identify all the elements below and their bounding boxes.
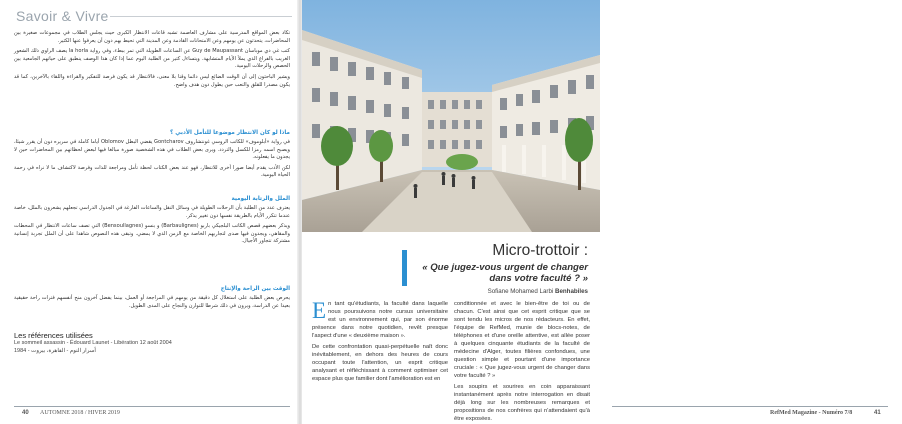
article-subtitle: « Que jugez-vous urgent de changer dans votre faculté ? »	[422, 262, 588, 284]
footer-rule	[612, 406, 888, 407]
arabic-section-2	[14, 205, 290, 246]
article-column-1	[312, 300, 448, 383]
arabic-section-3	[14, 295, 290, 310]
paragraph: n tant qu'étudiants, la faculté dans laquelle nous poursuivons notre cursus universitaire est un environnement qui, par son énorme présence dans notre quotidien, revêt presque l'aspect d'une « deuxième maison ».	[312, 301, 448, 339]
paragraph: يعترف عدد من الطلبة بأن الرحلات الطويلة في وسائل النقل والساعات الفارغة في الجدول الدراسي تجعلهم يشعرون بالملل، خاصة عندما تتكرر الأيام بالطريقة نفسها دون تغيير يذكر.	[14, 205, 290, 219]
right-page	[302, 0, 881, 424]
page-number: 41	[874, 410, 881, 416]
article-column-2	[454, 300, 590, 423]
author-last: Benhabiles	[554, 288, 588, 295]
article-title: Micro-trottoir :	[492, 242, 588, 259]
paragraph: ويذكر بعضهم قصص الكاتب البلجيكي باربو (Barbaulignes) و بنسو (Bensoullagnes) التي تصف ساعات الانتظار في المحطات والمقاهي، ويجدون فيها صدى لتجاربهم الخاصة مع الزمن الذي لا يمضي. وتبقى هذه النصوص شاهدا على أن الملل تجربة إنسانية مشتركة تتجاوز الأجيال.	[14, 223, 290, 245]
article-title-block	[422, 242, 588, 295]
left-page	[0, 0, 298, 424]
paragraph: Les soupirs et sourires en coin apparaissant instantanément après notre interrogation en disait déjà long sur les nombreuses remarques et propositions de nos confrères qui n'attendaient qu'à être exposées.	[454, 384, 590, 422]
rubric-divider	[110, 16, 292, 17]
title-accent-bar	[402, 250, 407, 286]
paragraph: يحرص بعض الطلبة على استغلال كل دقيقة من يومهم في المراجعة أو العمل، بينما يفضل آخرون منح أنفسهم فترات راحة حقيقية بعيدا عن الدراسة، ويرون في ذلك شرطا للتوازن والنجاح على المدى الطويل.	[14, 295, 290, 309]
campus-illustration	[302, 0, 600, 232]
section-heading: الوقت بين الراحة والإنتاج	[220, 286, 290, 292]
footer-rule	[14, 406, 290, 407]
drop-cap: E	[312, 298, 327, 323]
author-first: Sofiane Mohamed Larbi	[487, 288, 555, 295]
left-footer	[0, 402, 298, 424]
arabic-section-1	[14, 139, 290, 180]
section-heading: الملل والرتابة اليومية	[231, 196, 290, 202]
campus-photo	[302, 0, 600, 232]
section-rubric: Savoir & Vivre	[16, 8, 109, 24]
paragraph: لكن الأدب يقدم أيضا صورا أخرى للانتظار، فهو عند بعض الكتاب لحظة تأمل ومراجعة للذات وفرصة لاكتشاف ما لا نراه في زحمة الحياة اليومية.	[14, 164, 290, 179]
paragraph: كتب غي دي موباسان Guy de Maupassant عن الساعات الطويلة التي تمر ببطء، وفي رواية la horla يصف الراوي ذلك الشعور الغريب بالفراغ الذي يملأ الأيام المتشابهة. ويتساءل كثير من الطلبة اليوم عما إذا كان هذا الوصف ينطبق على حياتهم الجامعية بين الحصص والرحلات اليومية.	[14, 48, 290, 70]
issue-label: AUTOMNE 2018 / HIVER 2019	[40, 410, 120, 416]
author-byline	[422, 288, 588, 295]
paragraph: ويشير الباحثون إلى أن الوقت الضائع ليس دائما وقتا بلا معنى، فالانتظار قد يكون فرصة للتفكير والقراءة واللقاء بالآخرين، كما قد يكون مصدرا للقلق والتعب حين يطول دون هدف واضح.	[14, 73, 290, 88]
reference-item: أسرار النوم - القاهرة، بيروت - 1984	[14, 347, 96, 354]
arabic-intro	[14, 30, 290, 89]
references-block	[14, 331, 290, 355]
paragraph: conditionnée et avec le bien-être de toi ou de chacun. C'est ainsi que cet esprit critique que se sont tendu les micros de nos rédacteurs. En effet, l'équipe de RefMed, munie de blocs-notes, de téléphones et d'une oreille attentive, est allée poser à quelques cinquante étudiants de la faculté de médecine d'Alger, toutes filières confondues, une question simple et pourtant d'une importance cruciale : « Que jugez-vous urgent de changer dans votre faculté ? »	[454, 301, 590, 379]
paragraph: تكاد بعض المواقع المدرسية على مشارف العاصمة تشبه قاعات الانتظار الكبرى حيث يجلس الطلاب في مجموعات صغيرة بين المحاضرات، يتحدثون عن يومهم وعن الامتحانات القادمة وعن المدينة التي تحيط بهم دون أن يعرفوا عنها الكثير.	[14, 30, 290, 44]
reference-item: Le sommeil assassin - Édouard Launet - Libération 12 août 2004	[14, 340, 172, 346]
paragraph: De cette confrontation quasi-perpétuelle naît donc inévitablement, en dehors des heures de cours occupant toute l'attention, un esprit critique analysant et réfléchissant à comment optimiser cet espace plus que familier dont l'amélioration est en	[312, 344, 448, 382]
right-footer	[604, 402, 902, 424]
issue-label: RefMed Magazine - Numéro 7/8	[770, 410, 853, 416]
references-title: Les références utilisées	[14, 331, 93, 340]
paragraph: في رواية «أبلوموف» للكاتب الروسي غونتشاروف Gontcharov يقضي البطل Oblomov أياما كاملة في سريره دون أن يقرر شيئا، ويصبح اسمه رمزا للكسل والتردد. ويرى بعض الطلاب في هذه الشخصية صورة مبالغا فيها لبعض لحظاتهم بين المحاضرات حين لا يجدون ما يفعلونه.	[14, 139, 290, 161]
page-number: 40	[22, 410, 29, 416]
section-heading: ماذا لو كان الانتظار موضوعا للتأمل الأدبي ؟	[170, 130, 290, 136]
